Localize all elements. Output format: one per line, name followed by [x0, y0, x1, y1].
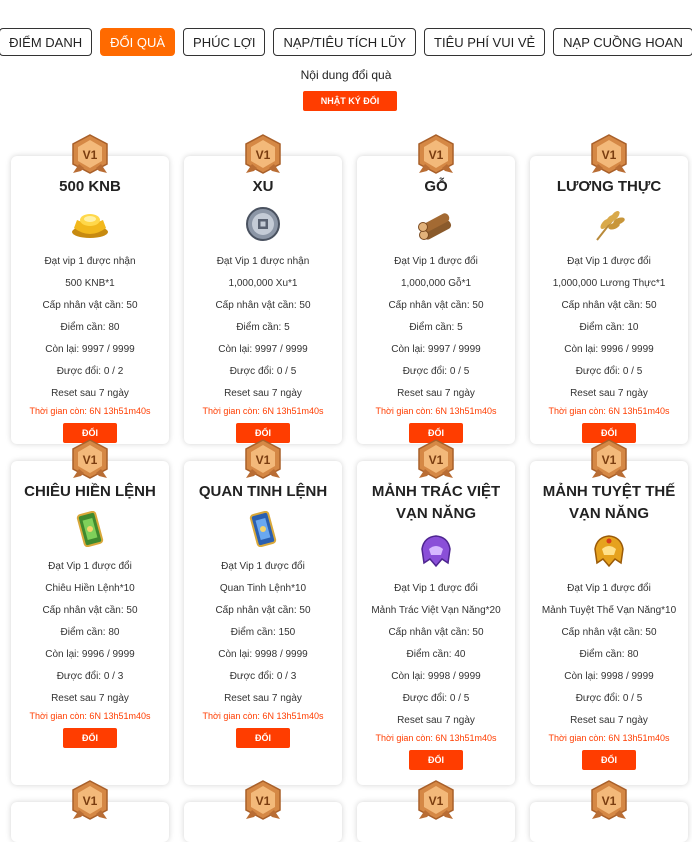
exchange-button[interactable]: ĐỔI [582, 750, 636, 770]
points-required: Điểm cần: 10 [579, 322, 639, 333]
remaining-count: Còn lại: 9996 / 9999 [564, 344, 654, 355]
level-requirement: Cấp nhân vật cần: 50 [561, 300, 657, 311]
card-title: MẢNH TRÁC VIỆT VẠN NĂNG [371, 483, 501, 522]
tab-diem-danh[interactable]: ĐIỂM DANH [0, 28, 92, 56]
exchange-count: Được đổi: 0 / 3 [229, 671, 297, 682]
reset-text: Reset sau 7 ngày [570, 715, 648, 726]
requirement-text: Đạt Vip 1 được đổi [567, 256, 651, 267]
card-title: GỖ [424, 178, 448, 195]
requirement-text: Đạt Vip 1 được nhận [216, 256, 310, 267]
svg-text:V1: V1 [601, 453, 617, 467]
vip-badge-icon [590, 134, 628, 174]
reward-card [11, 148, 169, 444]
reward-card [11, 794, 169, 842]
remaining-count: Còn lại: 9997 / 9999 [218, 344, 308, 355]
level-requirement: Cấp nhân vật cần: 50 [42, 300, 138, 311]
tab-tieu-phi-vui-ve[interactable]: TIÊU PHÍ VUI VẺ [424, 28, 545, 56]
points-required: Điểm cần: 5 [236, 322, 290, 333]
countdown-timer: Thời gian còn: 6N 13h51m40s [202, 711, 324, 721]
reward-text: 1,000,000 Gỗ*1 [400, 278, 472, 289]
svg-text:V1: V1 [255, 148, 271, 162]
svg-text:V1: V1 [82, 148, 98, 162]
points-required: Điểm cần: 5 [409, 322, 463, 333]
exchange-button[interactable]: ĐỔI [409, 750, 463, 770]
gold-ingot-icon [70, 206, 110, 242]
exchange-count: Được đổi: 0 / 5 [402, 693, 470, 704]
green-token-icon [70, 511, 110, 547]
svg-text:V1: V1 [255, 794, 271, 808]
purple-helmet-icon [416, 533, 456, 569]
requirement-text: Đạt vip 1 được nhận [44, 256, 136, 267]
remaining-count: Còn lại: 9997 / 9999 [45, 344, 135, 355]
tab-doi-qua[interactable]: ĐỔI QUÀ [100, 28, 175, 56]
countdown-timer: Thời gian còn: 6N 13h51m40s [202, 406, 324, 416]
exchange-button[interactable]: ĐỔI [63, 423, 117, 443]
reset-text: Reset sau 7 ngày [51, 693, 129, 704]
level-requirement: Cấp nhân vật cần: 50 [388, 300, 484, 311]
svg-text:V1: V1 [82, 453, 98, 467]
svg-text:V1: V1 [601, 148, 617, 162]
points-required: Điểm cần: 150 [230, 627, 296, 638]
exchange-log-button[interactable]: NHẬT KÝ ĐỔI [303, 91, 397, 111]
reward-card [11, 453, 169, 785]
svg-text:V1: V1 [428, 148, 444, 162]
remaining-count: Còn lại: 9996 / 9999 [45, 649, 135, 660]
exchange-button[interactable]: ĐỔI [236, 423, 290, 443]
level-requirement: Cấp nhân vật cần: 50 [388, 627, 484, 638]
tab-phuc-loi[interactable]: PHÚC LỢI [183, 28, 265, 56]
level-requirement: Cấp nhân vật cần: 50 [215, 300, 311, 311]
vip-badge-icon [417, 134, 455, 174]
level-requirement: Cấp nhân vật cần: 50 [561, 627, 657, 638]
reward-card [530, 794, 688, 842]
exchange-count: Được đổi: 0 / 5 [575, 693, 643, 704]
reward-card [357, 453, 515, 785]
requirement-text: Đạt Vip 1 được đổi [394, 256, 478, 267]
remaining-count: Còn lại: 9998 / 9999 [218, 649, 308, 660]
svg-text:V1: V1 [601, 794, 617, 808]
reward-text: Quan Tinh Lệnh*10 [219, 583, 307, 594]
reset-text: Reset sau 7 ngày [397, 388, 475, 399]
requirement-text: Đạt Vip 1 được đổi [221, 561, 305, 572]
reset-text: Reset sau 7 ngày [51, 388, 129, 399]
svg-text:V1: V1 [82, 794, 98, 808]
reward-text: Chiêu Hiền Lệnh*10 [45, 583, 135, 594]
card-title: MẢNH TUYỆT THẾ VẠN NĂNG [542, 483, 676, 522]
points-required: Điểm cần: 40 [406, 649, 466, 660]
exchange-count: Được đổi: 0 / 5 [402, 366, 470, 377]
level-requirement: Cấp nhân vật cần: 50 [215, 605, 311, 616]
vip-badge-icon [71, 439, 109, 479]
tab-nap-cuong-hoan[interactable]: NẠP CUỒNG HOAN [553, 28, 692, 56]
exchange-count: Được đổi: 0 / 5 [575, 366, 643, 377]
remaining-count: Còn lại: 9998 / 9999 [391, 671, 481, 682]
vip-badge-icon [417, 439, 455, 479]
reward-card [357, 148, 515, 444]
tab-nap-tieu-tich-luy[interactable]: NẠP/TIÊU TÍCH LŨY [273, 28, 416, 56]
level-requirement: Cấp nhân vật cần: 50 [42, 605, 138, 616]
card-title: LƯƠNG THỰC [556, 178, 662, 195]
countdown-timer: Thời gian còn: 6N 13h51m40s [29, 406, 151, 416]
reset-text: Reset sau 7 ngày [224, 693, 302, 704]
reward-card [184, 148, 342, 444]
points-required: Điểm cần: 80 [60, 322, 120, 333]
countdown-timer: Thời gian còn: 6N 13h51m40s [548, 733, 670, 743]
exchange-button[interactable]: ĐỔI [63, 728, 117, 748]
exchange-button[interactable]: ĐỔI [236, 728, 290, 748]
countdown-timer: Thời gian còn: 6N 13h51m40s [548, 406, 670, 416]
card-title: CHIÊU HIỀN LỆNH [24, 483, 156, 500]
vip-badge-icon [244, 134, 282, 174]
reward-card [184, 794, 342, 842]
card-title: QUAN TINH LỆNH [198, 483, 328, 500]
requirement-text: Đạt Vip 1 được đổi [48, 561, 132, 572]
tab-bar [0, 28, 692, 56]
vip-badge-icon [244, 780, 282, 820]
reset-text: Reset sau 7 ngày [397, 715, 475, 726]
reward-text: 1,000,000 Xu*1 [228, 278, 298, 289]
reset-text: Reset sau 7 ngày [224, 388, 302, 399]
vip-badge-icon [417, 780, 455, 820]
exchange-count: Được đổi: 0 / 5 [229, 366, 297, 377]
reward-card [530, 148, 688, 444]
wood-logs-icon [416, 206, 456, 242]
page-subtitle: Nội dung đổi quà [300, 68, 392, 82]
reward-card [530, 453, 688, 785]
exchange-count: Được đổi: 0 / 2 [56, 366, 124, 377]
vip-badge-icon [590, 439, 628, 479]
reward-text: Mảnh Trác Việt Vạn Năng*20 [371, 605, 501, 616]
wheat-icon [589, 206, 629, 242]
exchange-button[interactable]: ĐỔI [582, 423, 636, 443]
coin-icon [243, 206, 283, 242]
reward-card [357, 794, 515, 842]
points-required: Điểm cần: 80 [579, 649, 639, 660]
remaining-count: Còn lại: 9998 / 9999 [564, 671, 654, 682]
vip-badge-icon [244, 439, 282, 479]
reward-text: 500 KNB*1 [65, 278, 115, 289]
requirement-text: Đạt Vip 1 được đổi [567, 583, 651, 594]
vip-badge-icon [71, 780, 109, 820]
svg-text:V1: V1 [255, 453, 271, 467]
exchange-button[interactable]: ĐỔI [409, 423, 463, 443]
reward-text: Mảnh Tuyệt Thế Vạn Năng*10 [541, 605, 677, 616]
gold-helmet-icon [589, 533, 629, 569]
blue-token-icon [243, 511, 283, 547]
exchange-count: Được đổi: 0 / 3 [56, 671, 124, 682]
reset-text: Reset sau 7 ngày [570, 388, 648, 399]
svg-text:V1: V1 [428, 794, 444, 808]
requirement-text: Đạt Vip 1 được đổi [394, 583, 478, 594]
card-title: 500 KNB [59, 178, 121, 195]
countdown-timer: Thời gian còn: 6N 13h51m40s [29, 711, 151, 721]
vip-badge-icon [590, 780, 628, 820]
reward-text: 1,000,000 Lương Thực*1 [552, 278, 666, 289]
card-title: XU [252, 178, 274, 195]
vip-badge-icon [71, 134, 109, 174]
countdown-timer: Thời gian còn: 6N 13h51m40s [375, 406, 497, 416]
svg-text:V1: V1 [428, 453, 444, 467]
countdown-timer: Thời gian còn: 6N 13h51m40s [375, 733, 497, 743]
reward-card [184, 453, 342, 785]
remaining-count: Còn lại: 9997 / 9999 [391, 344, 481, 355]
points-required: Điểm cần: 80 [60, 627, 120, 638]
